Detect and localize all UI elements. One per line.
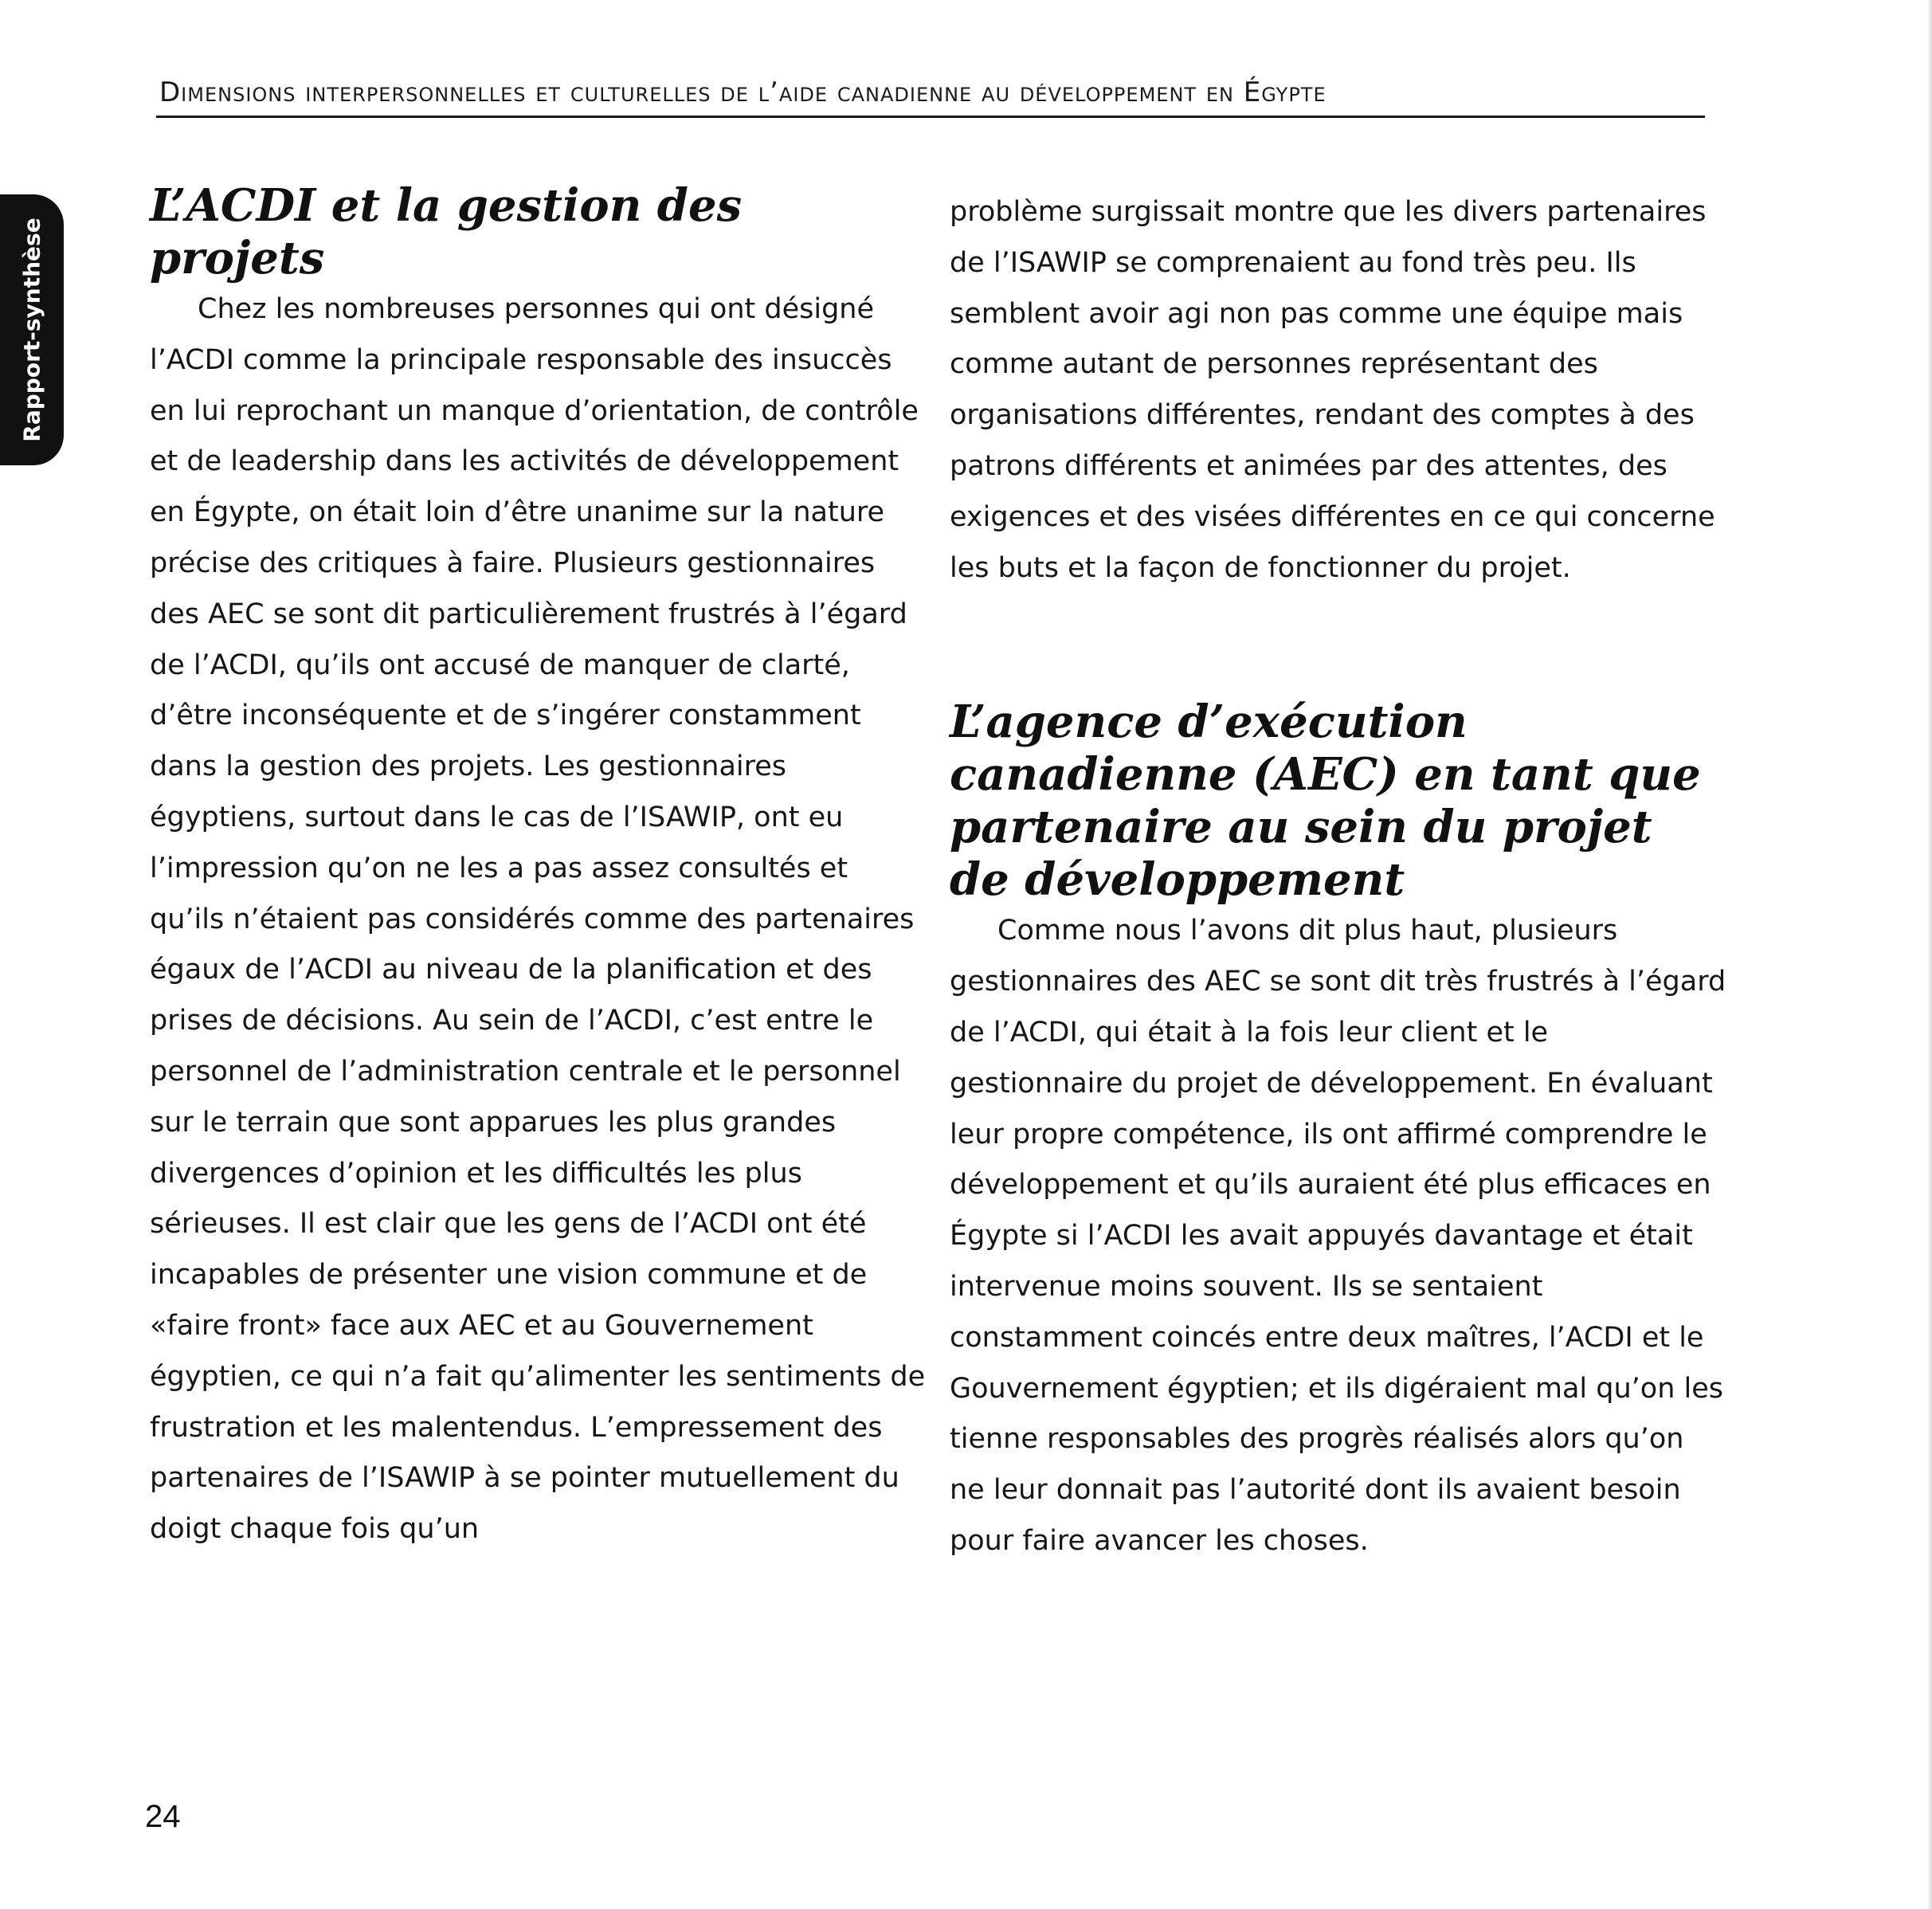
page-number: 24 (145, 1799, 181, 1834)
side-tab-label: Rapport-synthèse (18, 218, 45, 442)
left-column (150, 179, 927, 1555)
running-header: Dimensions interpersonnelles et culturelles de l’aide canadienne au développement en Égypte (159, 76, 1327, 108)
right-column (950, 179, 1726, 1567)
scan-edge (1927, 0, 1932, 1909)
section-title-aec: L’agence d’exécution canadienne (AEC) en tant que partenaire au sein du projet de développement (950, 696, 1701, 907)
header-rule (156, 116, 1705, 118)
paragraph-aec: Comme nous l’avons dit plus haut, plusieurs gestionnaires des AEC se sont dit très frustrés à l’égard de l’ACDI, qui était à la fois leur client et le gestionnaire du projet de développement. En évaluant leur propre compétence, ils ont affirmé comprendre le développement et qu’ils auraient été plus efficaces en Égypte si l’ACDI les avait appuyés davantage et était intervenue moins souvent. Ils se sentaient constamment coincés entre deux maîtres, l’ACDI et le Gouvernement égyptien; et ils digéraient mal qu’on les tienne responsables des progrès réalisés alors qu’on ne leur donnait pas l’autorité dont ils avaient besoin pour faire avancer les choses. (950, 915, 1726, 1557)
paragraph-acdi: Chez les nombreuses personnes qui ont désigné l’ACDI comme la principale responsable des insuccès en lui reprochant un manque d’orientation, de contrôle et de leadership dans les activités de développement en Égypte, on était loin d’être unanime sur la nature précise des critiques à faire. Plusieurs gestionnaires des AEC se sont dit particulièrement frustrés à l’égard de l’ACDI, qu’ils ont accusé de manquer de clarté, d’être inconséquente et de s’ingérer constamment dans la gestion des projets. Les gestionnaires égyptiens, surtout dans le cas de l’ISAWIP, ont eu l’impression qu’on ne les a pas assez consultés et qu’ils n’étaient pas considérés comme des partenaires égaux de l’ACDI au niveau de la planification et des prises de décisions. Au sein de l’ACDI, c’est entre le personnel de l’administration centrale et le personnel sur le terrain que sont apparues les plus grandes divergences d’opinion et les difficultés les plus sérieuses. Il est clair que les gens de l’ACDI ont été incapables de présenter une vision commune et de «faire front» face aux AEC et au Gouvernement égyptien, ce qui n’a fait qu’alimenter les sentiments de frustration et les malentendus. L’empressement des partenaires de l’ISAWIP à se pointer mutuellement du doigt chaque fois qu’un (150, 293, 926, 1546)
section-title-acdi: L’ACDI et la gestion des projets (150, 179, 743, 284)
paragraph-continued: problème surgissait montre que les divers partenaires de l’ISAWIP se comprenaient au fond très peu. Ils semblent avoir agi non pas comme une équipe mais comme autant de personnes représentant des organisations différentes, rendant des comptes à des patrons différents et animées par des attentes, des exigences et des visées différentes en ce qui concerne les buts et la façon de fonctionner du projet. (950, 196, 1715, 584)
